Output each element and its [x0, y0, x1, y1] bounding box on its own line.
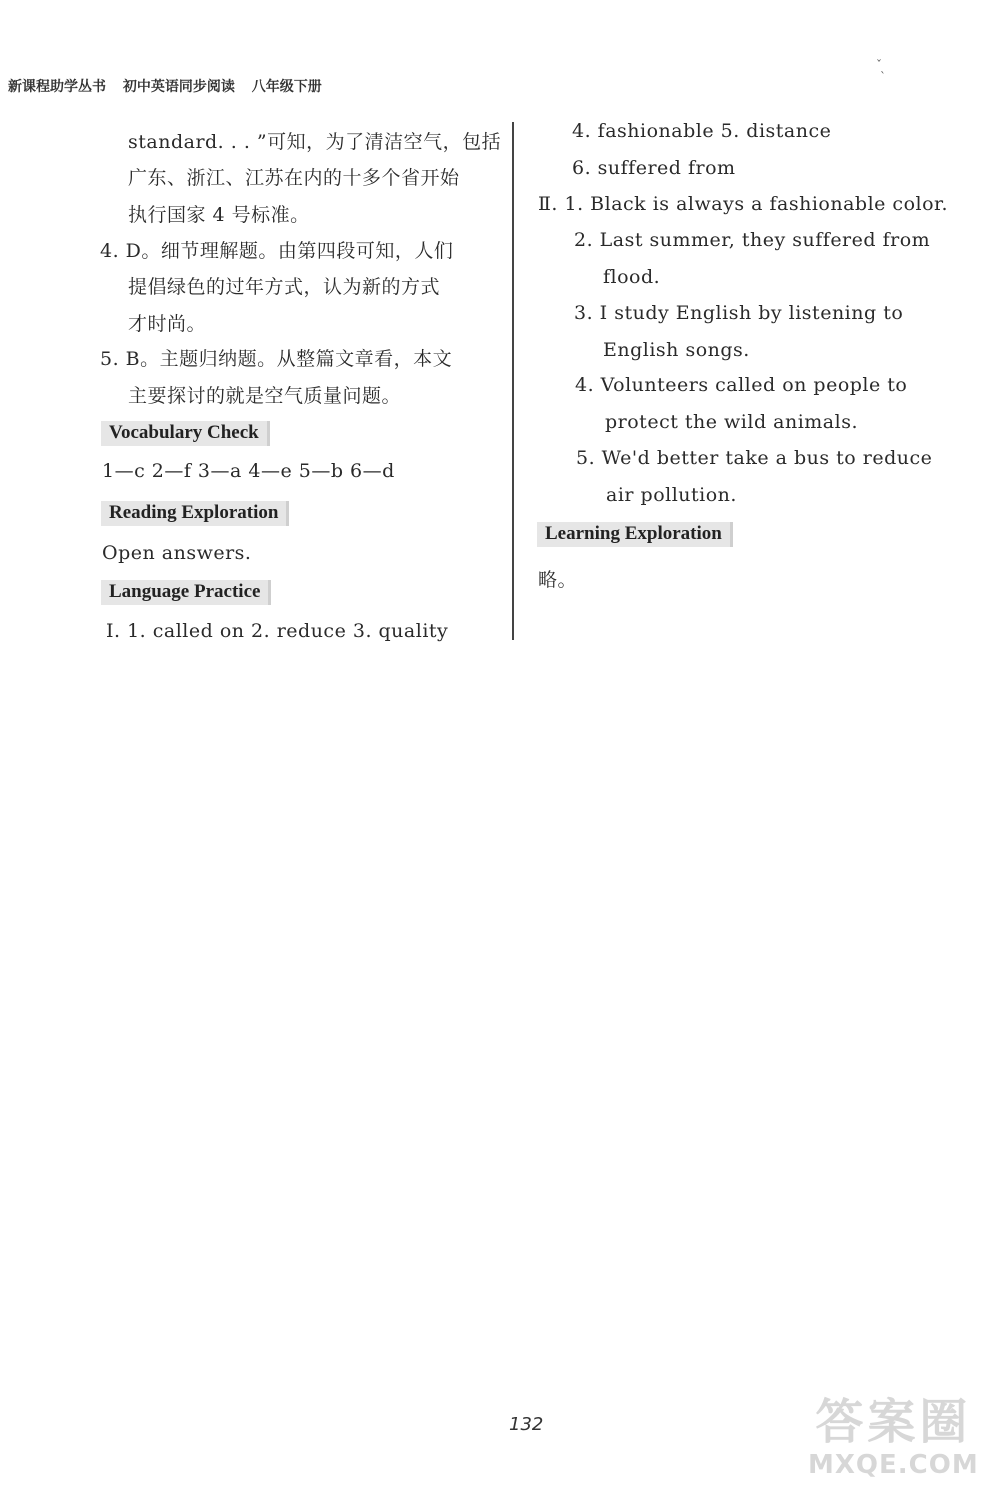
- reading-answer: Open answers.: [102, 542, 252, 564]
- answer-line: 主要探讨的就是空气质量问题。: [128, 385, 402, 407]
- answer-line: 提倡绿色的过年方式，认为新的方式: [128, 276, 441, 298]
- column-divider: [512, 122, 514, 640]
- reading-exploration-heading: Reading Exploration: [101, 501, 289, 526]
- answer-item-4: 4. D。细节理解题。由第四段可知，人们: [100, 240, 454, 262]
- answer-line: protect the wild animals.: [605, 411, 859, 433]
- answer-item-5: 5. B。主题归纳题。从整篇文章看，本文: [100, 348, 453, 370]
- page-number: 132: [509, 1414, 544, 1435]
- answer-line: English songs.: [603, 339, 750, 361]
- scan-speck-icon: ˋ: [880, 70, 886, 84]
- learning-exploration-heading: Learning Exploration: [537, 522, 733, 547]
- series-title: 新课程助学丛书: [8, 79, 106, 95]
- answer-line: 4. fashionable 5. distance: [572, 120, 832, 142]
- part-two-item-2: 2. Last summer, they suffered from: [574, 229, 931, 251]
- watermark-logo: [808, 1394, 979, 1480]
- answer-line: 执行国家 4 号标准。: [128, 204, 310, 226]
- learning-answer: 略。: [538, 569, 578, 591]
- vocabulary-check-heading: Vocabulary Check: [101, 421, 270, 446]
- running-header: [8, 76, 334, 96]
- scan-speck-icon: ˇ: [876, 58, 882, 72]
- book-title: 初中英语同步阅读: [122, 79, 235, 95]
- vocabulary-answers: 1—c 2—f 3—a 4—e 5—b 6—d: [102, 460, 395, 482]
- answer-line: flood.: [603, 266, 661, 288]
- answer-line: standard. . . ”可知，为了清洁空气，包括: [128, 131, 502, 153]
- part-two-item-4: 4. Volunteers called on people to: [575, 374, 908, 396]
- answer-line: air pollution.: [606, 484, 737, 506]
- part-two-item-3: 3. I study English by listening to: [574, 302, 904, 324]
- part-two-item-1: Ⅱ. 1. Black is always a fashionable color.: [538, 193, 949, 215]
- answer-line: 才时尚。: [128, 313, 207, 335]
- part-one-answers: Ⅰ. 1. called on 2. reduce 3. quality: [106, 620, 449, 642]
- watermark-text: 答案圈: [815, 1394, 972, 1450]
- language-practice-heading: Language Practice: [101, 580, 271, 605]
- grade-label: 八年级下册: [251, 79, 322, 95]
- answer-line: 广东、浙江、江苏在内的十多个省开始: [128, 167, 460, 189]
- answer-line: 6. suffered from: [572, 157, 736, 179]
- watermark-domain: MXQE.COM: [808, 1450, 979, 1480]
- part-two-item-5: 5. We'd better take a bus to reduce: [576, 447, 933, 469]
